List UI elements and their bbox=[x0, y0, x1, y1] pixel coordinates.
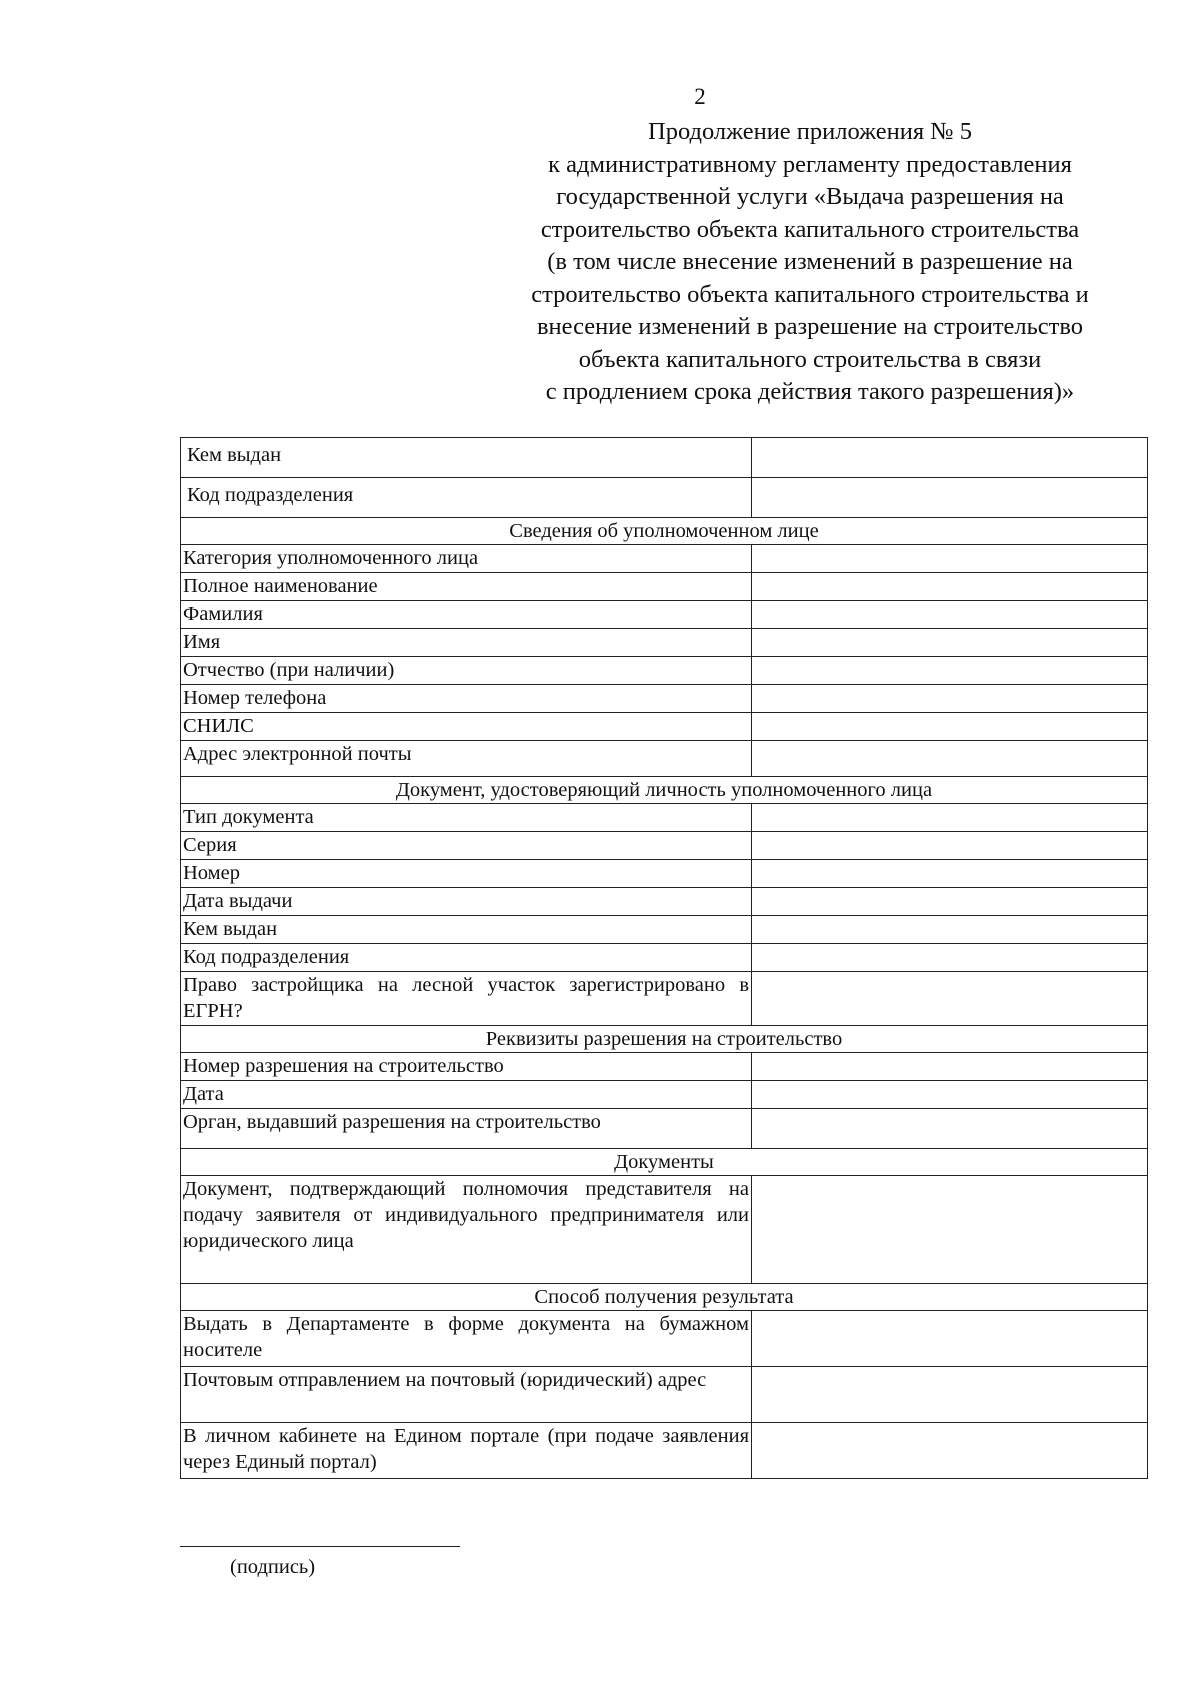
row-label: Код подразделения bbox=[181, 478, 752, 518]
section-title-documents: Документы bbox=[181, 1149, 1148, 1176]
row-label: Документ, подтверждающий полномочия представителя на подачу заявителя от индивидуального предпринимателя или юридического лица bbox=[181, 1176, 752, 1284]
table-row bbox=[181, 1053, 1148, 1081]
table-row bbox=[181, 804, 1148, 832]
table-row bbox=[181, 685, 1148, 713]
header-line: (в том числе внесение изменений в разрешение на bbox=[547, 248, 1073, 275]
permit-date-field[interactable] bbox=[752, 1081, 1148, 1109]
section-header-row bbox=[181, 1149, 1148, 1176]
snils-field[interactable] bbox=[752, 713, 1148, 741]
representative-authority-document-field[interactable] bbox=[752, 1176, 1148, 1284]
row-label: Тип документа bbox=[181, 804, 752, 832]
table-row bbox=[181, 972, 1148, 1026]
phone-field[interactable] bbox=[752, 685, 1148, 713]
section-title-id-document: Документ, удостоверяющий личность уполномоченного лица bbox=[181, 777, 1148, 804]
table-row bbox=[181, 1423, 1148, 1479]
row-label: Выдать в Департаменте в форме документа на бумажном носителе bbox=[181, 1311, 752, 1367]
row-label: Кем выдан bbox=[181, 438, 752, 478]
row-label: В личном кабинете на Едином портале (при подаче заявления через Единый портал) bbox=[181, 1423, 752, 1479]
row-label: Номер bbox=[181, 860, 752, 888]
table-row bbox=[181, 478, 1148, 518]
section-header-row bbox=[181, 1026, 1148, 1053]
table-row bbox=[181, 657, 1148, 685]
series-field[interactable] bbox=[752, 832, 1148, 860]
row-label: Дата выдачи bbox=[181, 888, 752, 916]
table-row bbox=[181, 916, 1148, 944]
delivery-personal-account-field[interactable] bbox=[752, 1423, 1148, 1479]
issued-by-field[interactable] bbox=[752, 438, 1148, 478]
header-line: внесение изменений в разрешение на строительство bbox=[536, 313, 1084, 340]
table-row bbox=[181, 601, 1148, 629]
header-line: объекта капитального строительства в связи bbox=[578, 345, 1042, 373]
first-name-field[interactable] bbox=[752, 629, 1148, 657]
full-name-field[interactable] bbox=[752, 573, 1148, 601]
row-label: Отчество (при наличии) bbox=[181, 657, 752, 685]
header-line: строительство объекта капитального строительства и bbox=[531, 280, 1089, 308]
row-label: Полное наименование bbox=[181, 573, 752, 601]
table-row bbox=[181, 741, 1148, 777]
section-title-authorized: Сведения об уполномоченном лице bbox=[181, 518, 1148, 545]
row-label: СНИЛС bbox=[181, 713, 752, 741]
email-field[interactable] bbox=[752, 741, 1148, 777]
table-row bbox=[181, 1109, 1148, 1149]
appendix-header bbox=[480, 116, 1140, 409]
patronymic-field[interactable] bbox=[752, 657, 1148, 685]
table-row bbox=[181, 438, 1148, 478]
row-label: Категория уполномоченного лица bbox=[181, 545, 752, 573]
section-header-row bbox=[181, 777, 1148, 804]
number-field[interactable] bbox=[752, 860, 1148, 888]
table-row bbox=[181, 888, 1148, 916]
row-label: Орган, выдавший разрешения на строительство bbox=[181, 1109, 752, 1149]
table-row bbox=[181, 860, 1148, 888]
row-label: Номер разрешения на строительство bbox=[181, 1053, 752, 1081]
page-number: 2 bbox=[694, 84, 706, 109]
signature-label: (подпись) bbox=[230, 1556, 316, 1578]
header-line: строительство объекта капитального строительства bbox=[540, 215, 1080, 243]
issuing-authority-field[interactable] bbox=[752, 1109, 1148, 1149]
table-row bbox=[181, 1367, 1148, 1423]
table-row bbox=[181, 713, 1148, 741]
section-header-row bbox=[181, 1284, 1148, 1311]
table-row bbox=[181, 832, 1148, 860]
issue-date-field[interactable] bbox=[752, 888, 1148, 916]
table-row bbox=[181, 1176, 1148, 1284]
header-line: к административному регламенту предоставления bbox=[548, 150, 1072, 178]
section-title-permit: Реквизиты разрешения на строительство bbox=[181, 1026, 1148, 1053]
table-row bbox=[181, 1311, 1148, 1367]
signature-line[interactable] bbox=[180, 1546, 460, 1547]
section-header-row bbox=[181, 518, 1148, 545]
document-type-field[interactable] bbox=[752, 804, 1148, 832]
authorized-category-field[interactable] bbox=[752, 545, 1148, 573]
delivery-in-department-field[interactable] bbox=[752, 1311, 1148, 1367]
row-label: Дата bbox=[181, 1081, 752, 1109]
table-row bbox=[181, 1081, 1148, 1109]
division-code-field[interactable] bbox=[752, 944, 1148, 972]
issued-by-field[interactable] bbox=[752, 916, 1148, 944]
row-label: Имя bbox=[181, 629, 752, 657]
division-code-field[interactable] bbox=[752, 478, 1148, 518]
row-label: Номер телефона bbox=[181, 685, 752, 713]
row-label: Право застройщика на лесной участок зарегистрировано в ЕГРН? bbox=[181, 972, 752, 1026]
table-row bbox=[181, 629, 1148, 657]
table-row bbox=[181, 545, 1148, 573]
permit-number-field[interactable] bbox=[752, 1053, 1148, 1081]
table-row bbox=[181, 573, 1148, 601]
row-label: Код подразделения bbox=[181, 944, 752, 972]
header-line: с продлением срока действия такого разрешения)» bbox=[545, 378, 1075, 405]
forest-plot-registered-field[interactable] bbox=[752, 972, 1148, 1026]
delivery-by-post-field[interactable] bbox=[752, 1367, 1148, 1423]
surname-field[interactable] bbox=[752, 601, 1148, 629]
row-label: Серия bbox=[181, 832, 752, 860]
application-form-table bbox=[180, 437, 1148, 1479]
row-label: Адрес электронной почты bbox=[181, 741, 752, 777]
row-label: Почтовым отправлением на почтовый (юридический) адрес bbox=[181, 1367, 752, 1423]
row-label: Фамилия bbox=[181, 601, 752, 629]
row-label: Кем выдан bbox=[181, 916, 752, 944]
section-title-delivery: Способ получения результата bbox=[181, 1284, 1148, 1311]
header-line: Продолжение приложения № 5 bbox=[648, 118, 972, 145]
header-line: государственной услуги «Выдача разрешения на bbox=[556, 183, 1064, 210]
table-row bbox=[181, 944, 1148, 972]
